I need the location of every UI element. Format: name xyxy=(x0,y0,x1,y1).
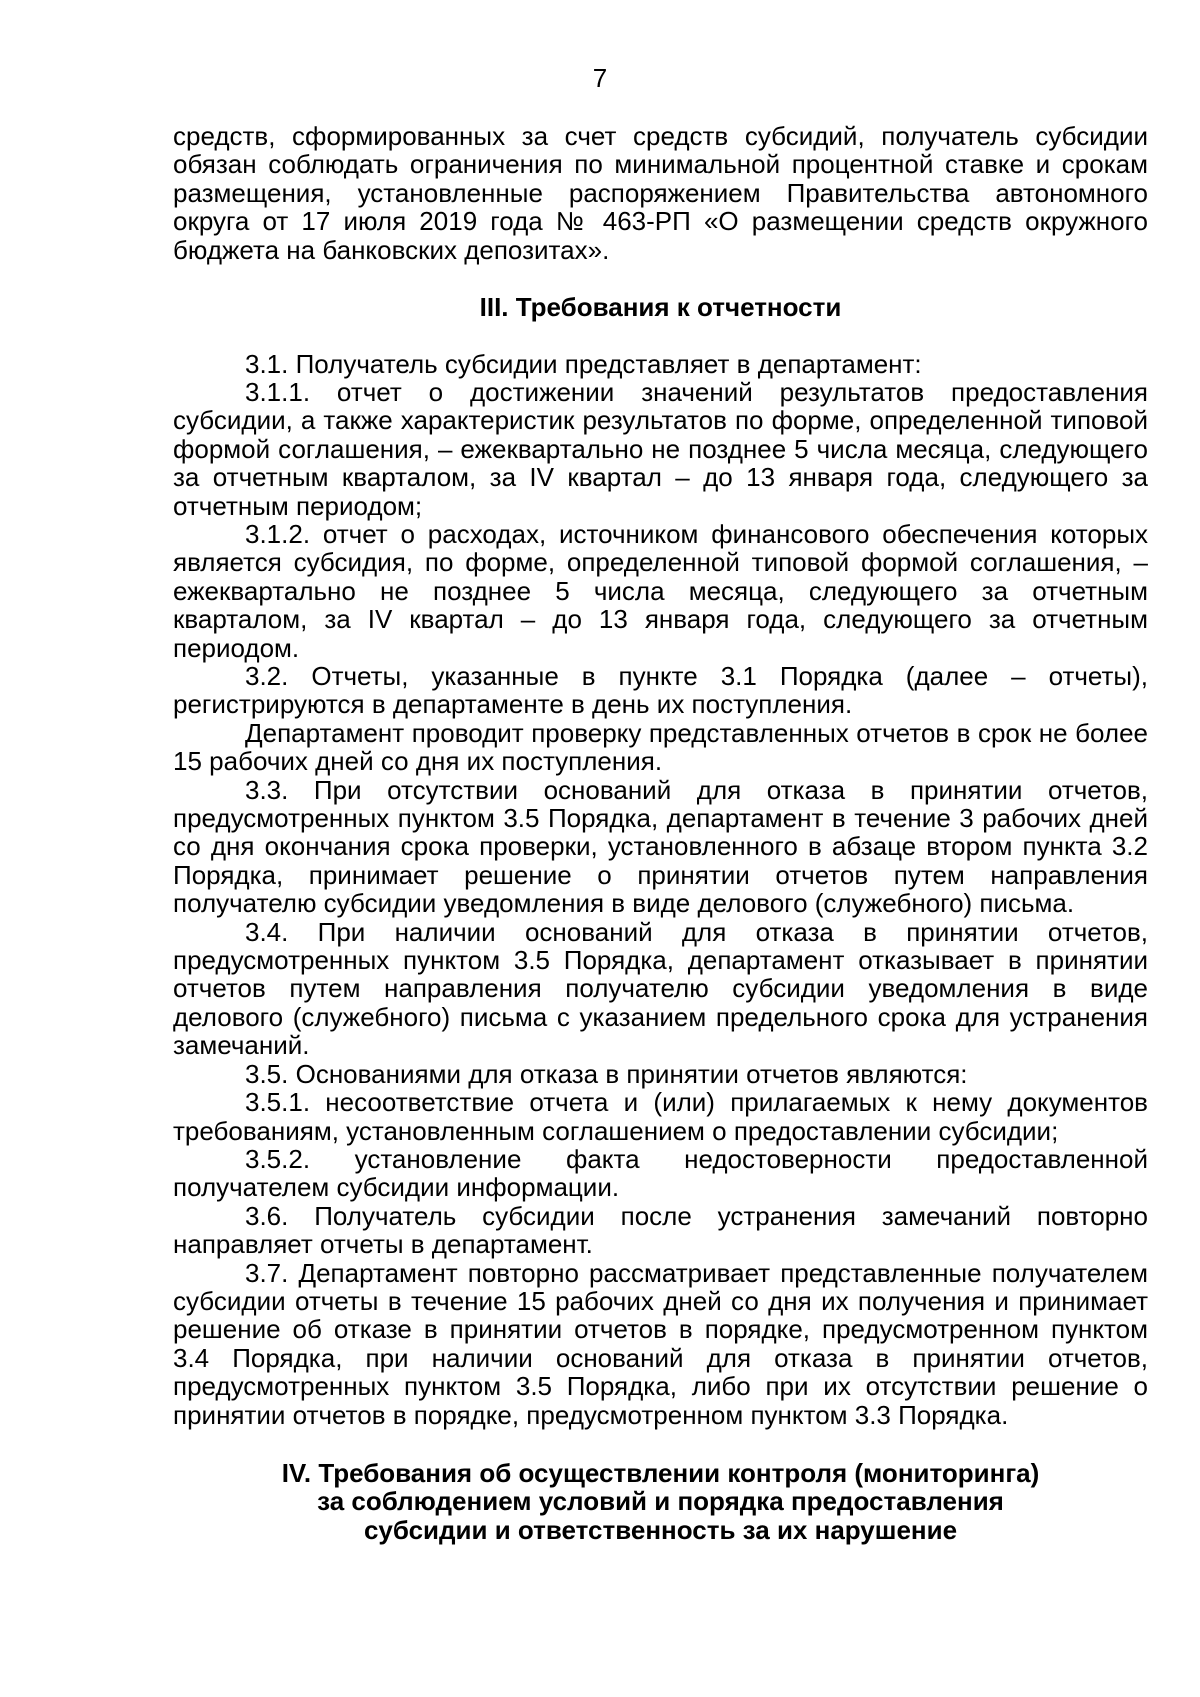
section-4-heading-line: субсидии и ответственность за их нарушение xyxy=(363,1514,958,1545)
paragraph-3-7: 3.7. Департамент повторно рассматривает представленные получателем субсидии отчеты в течение 15 рабочих дней со дня их получения и принимает решение об отказе в принятии отчетов в порядке, предусмотренном пунктом 3.4 Порядка, при наличии оснований для отказа в принятии отчетов, предусмотренных пунктом 3.5 Порядка, либо при их отсутствии решение о принятии отчетов в порядке, предусмотренном пунктом 3.3 Порядка. xyxy=(173,1257,1148,1430)
page-number: 7 xyxy=(592,63,608,93)
paragraph-3-4: 3.4. При наличии оснований для отказа в принятии отчетов, предусмотренных пунктом 3.5 Порядка, департамент отказывает в принятии отчетов путем направления получателю субсидии уведомления в виде делового (служебного) письма с указанием предельного срока для устранения замечаний. xyxy=(173,916,1148,1061)
section-4-heading xyxy=(173,1459,1148,1545)
paragraph-3-1-1: 3.1.1. отчет о достижении значений результатов предоставления субсидии, а также характеристик результатов по форме, определенной типовой формой соглашения, – ежеквартально не позднее 5 числа месяца, следующего за отчетным кварталом, за IV квартал – до 13 января года, следующего за отчетным периодом; xyxy=(173,376,1148,521)
paragraph-3-3: 3.3. При отсутствии оснований для отказа в принятии отчетов, предусмотренных пунктом 3.5 Порядка, департамент в течение 3 рабочих дней со дня окончания срока проверки, установленного в абзаце втором пункта 3.2 Порядка, принимает решение о принятии отчетов путем направления получателю субсидии уведомления в виде делового (служебного) письма. xyxy=(173,774,1148,919)
paragraph-3-6: 3.6. Получатель субсидии после устранения замечаний повторно направляет отчеты в департамент. xyxy=(173,1200,1148,1260)
section-4-heading-line: за соблюдением условий и порядка предоставления xyxy=(317,1486,1004,1517)
paragraph-3-5-2: 3.5.2. установление факта недостоверности предоставленной получателем субсидии информации. xyxy=(173,1143,1148,1203)
paragraph-3-1: 3.1. Получатель субсидии представляет в департамент: xyxy=(245,348,922,379)
paragraph-3-5: 3.5. Основаниями для отказа в принятии отчетов являются: xyxy=(245,1058,968,1089)
intro-paragraph: средств, сформированных за счет средств субсидий, получатель субсидии обязан соблюдать ограничения по минимальной процентной ставке и срокам размещения, установленные распоряжением Правительства автономного округа от 17 июля 2019 года № 463-РП «О размещении средств окружного бюджета на банковских депозитах». xyxy=(173,121,1148,265)
paragraph-3-5-1: 3.5.1. несоответствие отчета и (или) прилагаемых к нему документов требованиям, установленным соглашением о предоставлении субсидии; xyxy=(173,1087,1148,1146)
paragraph-3-2-second: Департамент проводит проверку представленных отчетов в срок не более 15 рабочих дней со дня их поступления. xyxy=(173,717,1148,777)
section-3-heading: III. Требования к отчетности xyxy=(479,292,842,323)
paragraph-3-1-2: 3.1.2. отчет о расходах, источником финансового обеспечения которых является субсидия, по форме, определенной типовой формой соглашения, – ежеквартально не позднее 5 числа месяца, следующего за отчетным кварталом, за IV квартал – до 13 января года, следующего за отчетным периодом. xyxy=(173,518,1148,663)
paragraph-3-2: 3.2. Отчеты, указанные в пункте 3.1 Порядка (далее – отчеты), регистрируются в департаменте в день их поступления. xyxy=(173,661,1148,720)
document-body xyxy=(173,122,1148,1544)
section-4-heading-line: IV. Требования об осуществлении контроля (мониторинга) xyxy=(281,1457,1040,1488)
